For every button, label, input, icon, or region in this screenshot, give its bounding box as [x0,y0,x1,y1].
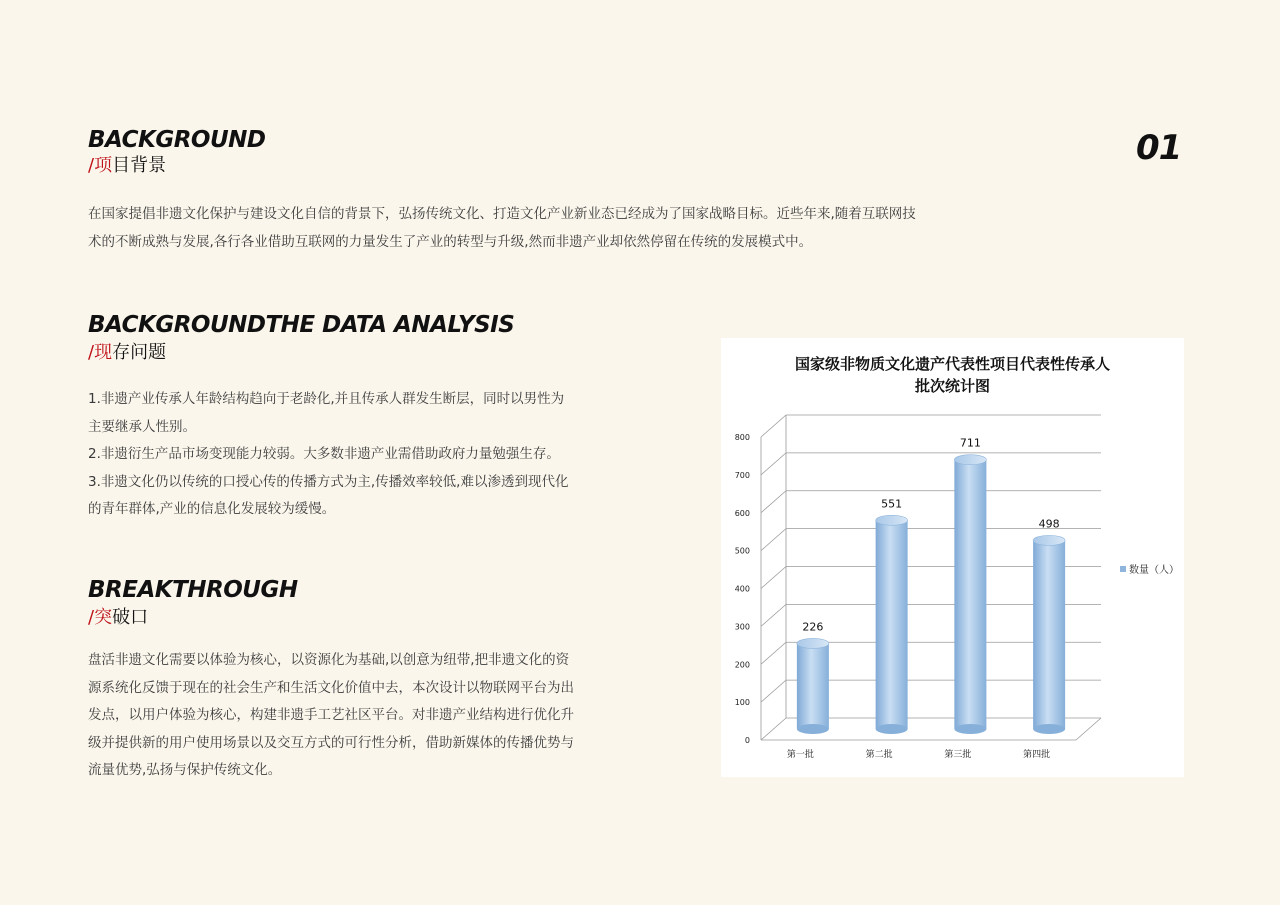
y-tick-label: 800 [734,433,750,442]
data-label: 498 [1038,517,1060,531]
y-tick-label: 500 [734,546,750,556]
breakthrough-subtitle-accent: 突 [94,607,113,628]
grid-side-line [761,642,786,664]
y-tick-label: 200 [734,660,750,670]
bar-base [954,724,986,734]
background-line: 术的不断成熟与发展,各行各业借助互联网的力量发生了产业的转型与升级,然而非遗产业却依然停留在传统的发展模式中。 [88,233,813,250]
background-subtitle: /项目背景 [88,155,167,176]
bar-base [1033,724,1065,734]
data-label: 226 [802,620,824,634]
bar [1033,540,1065,729]
analysis-line: 2.非遗衍生产品市场变现能力较弱。大多数非遗产业需借助政府力量勉强生存。 [88,446,560,462]
breakthrough-line: 源系统化反馈于现在的社会生产和生活文化价值中去，本次设计以物联网平台为出 [88,679,574,696]
floor-right-edge [1076,718,1101,740]
analysis-list [88,386,648,524]
bar-cap [876,515,908,525]
analysis-line: 的青年群体,产业的信息化发展较为缓慢。 [88,501,336,517]
bar [876,520,908,729]
grid-side-line [761,718,786,740]
bar-cap [1033,535,1065,545]
grid-side-line [761,453,786,475]
bar-chart [721,338,1184,777]
breakthrough-subtitle-rest: 破口 [112,607,149,628]
breakthrough-line: 级并提供新的用户使用场景以及交互方式的可行性分析，借助新媒体的传播优势与 [88,734,574,751]
background-subtitle-rest: 目背景 [112,155,167,176]
data-label: 551 [881,497,903,511]
background-title: BACKGROUND [88,127,266,153]
analysis-line: 主要继承人性别。 [88,418,196,435]
chart-title-line-2: 批次统计图 [914,377,990,395]
breakthrough-subtitle: /突破口 [88,607,149,628]
grid-side-line [761,567,786,589]
x-tick-label: 第二批 [865,750,893,760]
x-tick-label: 第三批 [944,750,972,760]
y-tick-label: 400 [734,584,750,594]
data-label: 711 [959,436,981,450]
analysis-subtitle: /现存问题 [88,342,167,363]
analysis-subtitle-accent: 现 [94,342,113,363]
page-number: 01 [1136,128,1182,168]
y-tick-label: 300 [734,622,750,632]
chart-title-line-1: 国家级非物质文化遗产代表性项目代表性传承人 [794,355,1110,373]
chart-panel [721,338,1184,777]
background-subtitle-accent: 项 [94,155,113,176]
grid-side-line [761,604,786,626]
grid-side-line [761,415,786,437]
background-paragraph [88,201,1068,256]
legend-swatch [1120,566,1126,572]
analysis-line: 1.非遗产业传承人年龄结构趋向于老龄化,并且传承人群发生断层，同时以男性为 [88,391,565,407]
grid-side-line [761,680,786,702]
grid-side-line [761,529,786,551]
analysis-subtitle-rest: 存问题 [112,342,167,363]
y-tick-label: 0 [744,736,750,745]
x-tick-label: 第一批 [786,750,814,760]
y-tick-label: 700 [734,470,750,480]
background-line: 在国家提倡非遗文化保护与建设文化自信的背景下，弘扬传统文化、打造文化产业新业态已经成为了国家战略目标。近些年来,随着互联网技 [88,206,916,222]
legend-label: 数量（人） [1129,565,1179,576]
bar-cap [954,455,986,465]
y-tick-label: 600 [734,508,750,518]
breakthrough-list [88,647,648,785]
x-tick-label: 第四批 [1023,750,1051,760]
y-tick-label: 100 [734,698,750,708]
grid-side-line [761,491,786,513]
bar-base [797,724,829,734]
bar [954,460,986,729]
bar [797,643,829,729]
analysis-line: 3.非遗文化仍以传统的口授心传的传播方式为主,传播效率较低,难以渗透到现代化 [88,473,569,490]
bar-cap [797,638,829,648]
breakthrough-line: 盘活非遗文化需要以体验为核心，以资源化为基础,以创意为纽带,把非遗文化的资 [88,652,570,668]
breakthrough-title: BREAKTHROUGH [88,577,298,603]
breakthrough-line: 流量优势,弘扬与保护传统文化。 [88,762,282,778]
analysis-title: BACKGROUNDTHE DATA ANALYSIS [88,312,515,338]
breakthrough-line: 发点，以用户体验为核心，构建非遗手工艺社区平台。对非遗产业结构进行优化升 [88,707,574,723]
bar-base [876,724,908,734]
